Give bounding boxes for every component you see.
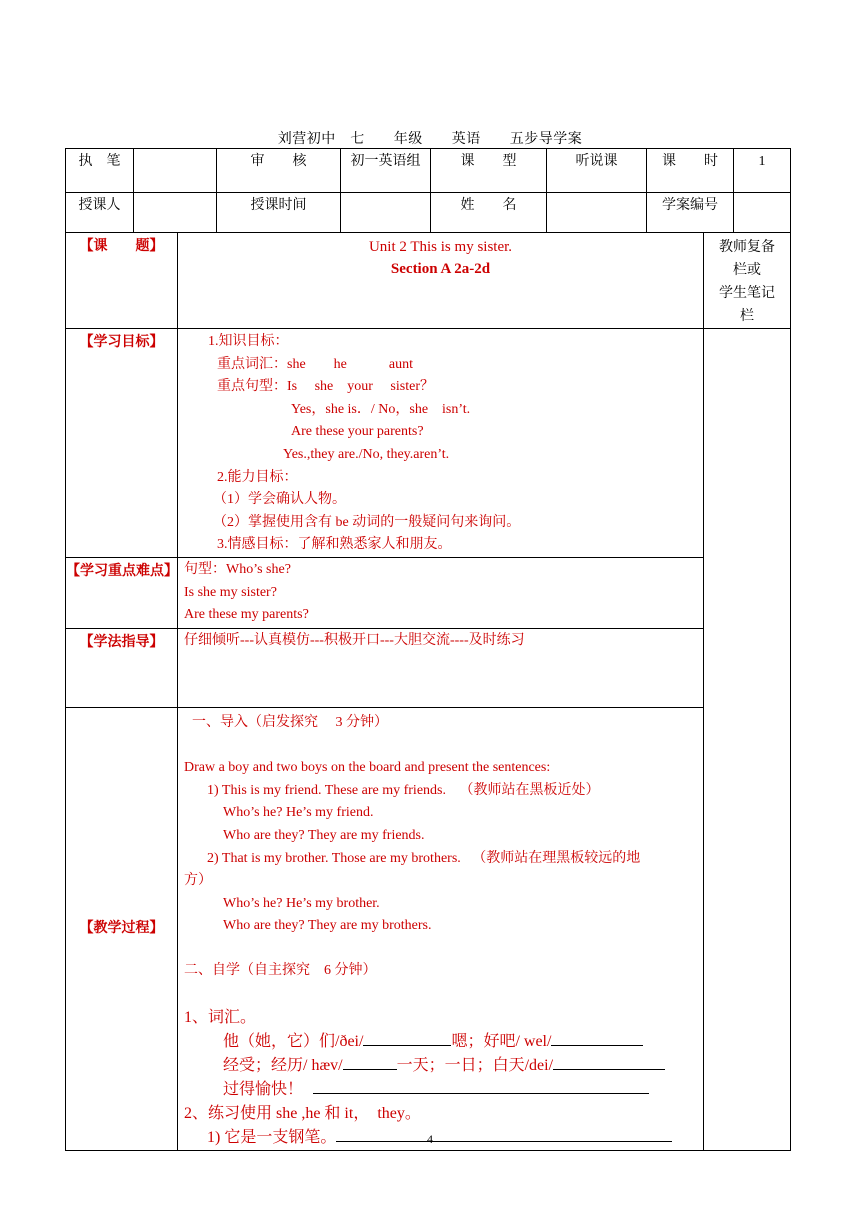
label-writer: 执 笔 — [66, 149, 134, 193]
section-intro-heading: 一、导入（启发探究 3 分钟） — [192, 714, 388, 730]
process-cell — [178, 707, 704, 1150]
process-line: Draw a boy and two boys on the board and present the sentences: — [184, 760, 551, 776]
value-reviewer: 初一英语组 — [341, 149, 431, 193]
goal-line: Are these your parents? — [291, 424, 424, 440]
label-name: 姓 名 — [431, 193, 547, 233]
key-points-cell — [178, 557, 704, 628]
label-plan-number: 学案编号 — [647, 193, 734, 233]
process-line: 2) That is my brother. Those are my brothers. （教师站在理黑板较远的地 — [207, 850, 641, 866]
value-writer — [134, 149, 217, 193]
info-table — [65, 148, 791, 233]
process-line: 1) This is my friend. These are my friends. （教师站在黑板近处） — [207, 782, 600, 798]
blank-field[interactable] — [551, 1030, 643, 1046]
key-line: Are these my parents? — [184, 607, 309, 623]
goal-line: （2）掌握使用含有 be 动词的一般疑问句来询问。 — [213, 514, 521, 530]
value-class-type: 听说课 — [547, 149, 647, 193]
label-teacher: 授课人 — [66, 193, 134, 233]
label-reviewer: 审 核 — [217, 149, 341, 193]
key-line: Is she my sister? — [184, 584, 277, 600]
method-label: 【学法指导】 — [66, 628, 178, 707]
method-cell — [178, 628, 704, 707]
notes-column-header: 教师复备 栏或 学生笔记 栏 — [704, 233, 791, 329]
label-lesson-time: 授课时间 — [217, 193, 341, 233]
process-label: 【教学过程】 — [66, 707, 178, 1150]
goals-cell — [178, 329, 704, 558]
lesson-table — [65, 232, 791, 1151]
page-header: 刘营初中 七 年级 英语 五步导学案 — [277, 132, 583, 147]
value-plan-number — [734, 193, 791, 233]
value-periods: 1 — [734, 149, 791, 193]
process-line: 方） — [184, 873, 212, 889]
vocab-line: 经受；经历/ hæv/ 一天；一日；白天/dei/ — [184, 1054, 703, 1078]
label-class-type: 课 型 — [431, 149, 547, 193]
goal-line: 3.情感目标：了解和熟悉家人和朋友。 — [217, 537, 452, 553]
goal-line: 1.知识目标： — [208, 334, 289, 349]
value-lesson-time — [341, 193, 431, 233]
goal-line: 重点词汇：she he aunt — [217, 356, 413, 372]
unit-title: Unit 2 This is my sister. — [368, 239, 513, 255]
vocab-line: 他（她，它）们/ðei/ 嗯；好吧/ wel/ — [184, 1030, 703, 1054]
section-title: Section A 2a-2d — [390, 261, 491, 277]
blank-field[interactable] — [313, 1078, 649, 1094]
key-points-label: 【学习重点难点】 — [66, 557, 178, 628]
value-name — [547, 193, 647, 233]
topic-cell — [178, 233, 704, 329]
key-line: 句型：Who’s she? — [184, 561, 291, 577]
goal-line: 重点句型：Is she your sister？ — [217, 379, 434, 395]
topic-label: 【课 题】 — [66, 233, 178, 329]
process-line: Who are they? They are my brothers. — [223, 918, 432, 934]
notes-column — [704, 329, 791, 1151]
blank-field[interactable] — [363, 1030, 451, 1046]
process-line: Who are they? They are my friends. — [223, 827, 425, 843]
blank-field[interactable] — [553, 1054, 665, 1070]
goal-line: Yes.,they are./No, they.aren’t. — [283, 446, 450, 462]
practice-line: 1) 它是一支钢笔。 — [184, 1126, 703, 1150]
section-selfstudy-heading: 二、自学（自主探究 6 分钟） — [184, 963, 377, 979]
vocab-line: 过得愉快！ — [184, 1078, 703, 1102]
goals-label: 【学习目标】 — [66, 329, 178, 558]
vocab-heading: 1、词汇。 — [184, 1008, 257, 1026]
value-teacher — [134, 193, 217, 233]
page-number: 4 — [427, 1132, 433, 1146]
goal-line: 2.能力目标： — [217, 469, 298, 485]
goal-line: Yes，she is．/ No，she isn’t. — [291, 401, 471, 417]
process-line: Who’s he? He’s my friend. — [223, 805, 374, 821]
practice-heading: 2、练习使用 she ,he 和 it， they。 — [184, 1104, 421, 1122]
goal-line: （1）学会确认人物。 — [213, 492, 346, 508]
process-line: Who’s he? He’s my brother. — [223, 895, 380, 911]
method-text: 仔细倾听---认真模仿---积极开口---大胆交流----及时练习 — [184, 632, 525, 648]
label-periods: 课 时 — [647, 149, 734, 193]
blank-field[interactable] — [343, 1054, 397, 1070]
